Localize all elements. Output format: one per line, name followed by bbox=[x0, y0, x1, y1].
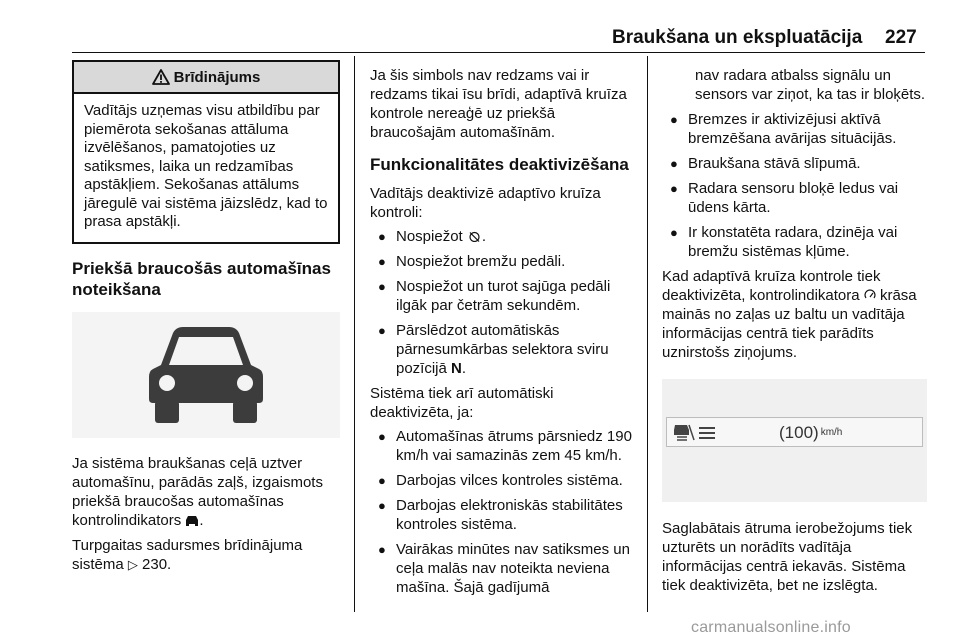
cruise-control-icon bbox=[864, 289, 876, 301]
section-title: Braukšana un ekspluatācija bbox=[612, 27, 863, 48]
list-item: ● Darbojas vilces kontroles sistēma. bbox=[370, 471, 635, 490]
driver-info-display-image bbox=[662, 379, 927, 502]
car-front-icon bbox=[143, 325, 269, 425]
page-reference[interactable]: 230. bbox=[142, 555, 172, 573]
warning-text: Vadītājs uzņemas visu atbildību par piemērota sekošanas attāluma izvēlēšanos, pamatojoties uz satiksmes, laika un redzamības apstākļiem. Sekošanas attālums jāregulē vai sistēma jāizslēdz, kad to prasa apstākļi. bbox=[84, 102, 328, 230]
page-ref-arrow-icon: ▷ bbox=[127, 556, 138, 572]
heading-deactivation: Funkcionalitātes deaktivizēšana bbox=[370, 155, 629, 174]
collision-warning-reference: Turpgaitas sadursmes brīdinājuma sistēma ▷ 230. bbox=[72, 536, 303, 573]
warning-header bbox=[74, 62, 338, 94]
warning-triangle-icon bbox=[152, 69, 170, 85]
list-item: ● Bremzes ir aktivizējusi aktīvā bremzēšana avārijas situācijās. bbox=[662, 110, 927, 148]
gear-position: N bbox=[451, 360, 462, 377]
continued-text: nav radara atbalss signālu un sensors var ziņot, ka tas ir bloķēts. bbox=[695, 67, 926, 103]
stored-speed-paragraph: Saglabātais ātruma ierobežojums tiek uzturēts un norādīts vadītāja informācijas centrā iekavās. Sistēma tiek deaktivizēta, bet ne izslēgta. bbox=[662, 520, 913, 594]
cruise-cancel-icon bbox=[467, 230, 482, 242]
list-item: ● Nospiežot un turot sajūga pedāli ilgāk par četrām sekundēm. bbox=[370, 277, 635, 315]
list-item: ● Radara sensoru bloķē ledus vai ūdens kārta. bbox=[662, 179, 927, 217]
auto-deactivation-list bbox=[370, 427, 635, 597]
deactivation-list bbox=[370, 227, 635, 378]
indicator-colour-paragraph: Kad adaptīvā kruīza kontrole tiek deaktivizēta, kontrolindikatora krāsa mainās no zaļas uz baltu un vadītāja informācijas centrā tiek parādīts uznirstošs ziņojums. bbox=[662, 268, 917, 361]
cruise-control-icon bbox=[673, 421, 719, 443]
warning-title: Brīdinājums bbox=[173, 68, 261, 86]
symbol-paragraph: Ja šis simbols nav redzams vai ir redzams tikai īsu brīdi, adaptīvā kruīza kontrole nereaģē uz priekšā braucošajām automašīnām. bbox=[370, 67, 627, 141]
column-3 bbox=[662, 56, 927, 595]
page-header bbox=[0, 0, 960, 52]
detection-paragraph: Ja sistēma braukšanas ceļā uztver automašīnu, parādās zaļš, izgaismots priekšā braucošas automašīnas kontrolindikators . bbox=[72, 454, 323, 529]
list-item: ● Braukšana stāvā slīpumā. bbox=[662, 154, 927, 173]
warning-box bbox=[72, 60, 340, 244]
display-strip bbox=[666, 417, 923, 447]
list-item: ● Pārslēdzot automātiskās pārnesumkārbas selektora sviru pozīcijā N. bbox=[370, 321, 635, 378]
list-item: ● Nospiežot . bbox=[370, 227, 635, 246]
car-front-image bbox=[72, 312, 340, 438]
list-item: ● Darbojas elektroniskās stabilitātes kontroles sistēma. bbox=[370, 496, 635, 534]
column-2 bbox=[370, 56, 635, 597]
header-divider bbox=[72, 52, 925, 53]
page-number: 227 bbox=[885, 27, 917, 48]
column-divider-2 bbox=[647, 56, 648, 612]
list-item: ● Ir konstatēta radara, dzinēja vai bremžu sistēmas kļūme. bbox=[662, 223, 927, 261]
watermark: carmanualsonline.info bbox=[691, 619, 851, 636]
list-item: ● Automašīnas ātrums pārsniedz 190 km/h vai samazinās zem 45 km/h. bbox=[370, 427, 635, 465]
deactivation-conditions-list bbox=[662, 110, 927, 261]
auto-deactivation-intro: Sistēma tiek arī automātiski deaktivizēta, ja: bbox=[370, 385, 554, 421]
speed-unit: km/h bbox=[820, 426, 843, 438]
list-item: ● Nospiežot bremžu pedāli. bbox=[370, 252, 635, 271]
column-divider-1 bbox=[354, 56, 355, 612]
heading-vehicle-ahead: Priekšā braucošās automašīnas noteikšana bbox=[72, 258, 331, 299]
deactivation-intro: Vadītājs deaktivizē adaptīvo kruīza kontroli: bbox=[370, 185, 601, 221]
stored-speed: (100) bbox=[779, 422, 819, 442]
list-item: ● Vairākas minūtes nav satiksmes un ceļa malās nav noteikta neviena mašīna. Šajā gadījumā bbox=[370, 540, 635, 597]
car-front-icon bbox=[185, 515, 199, 526]
column-1 bbox=[72, 56, 340, 574]
